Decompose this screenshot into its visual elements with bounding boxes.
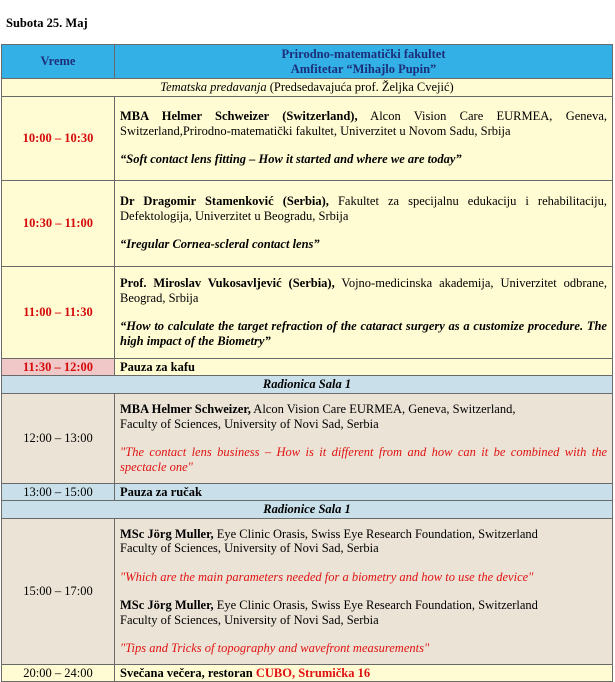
table-header <box>2 45 613 79</box>
coffee-break-row <box>2 358 613 376</box>
workshop-2-details <box>115 518 613 664</box>
lecture-details <box>115 266 613 358</box>
lecture-row <box>2 266 613 358</box>
dinner-label: Svečana večera, restoran <box>120 665 256 680</box>
lecture-topic: “Soft contact lens fitting – How it started and where we are today” <box>120 152 462 167</box>
workshop-2-affiliation-1: Eye Clinic Orasis, Swiss Eye Research Foundation, Switzerland <box>213 526 538 541</box>
lecture-speaker: Dr Dragomir Stamenković (Serbia), <box>120 194 329 209</box>
lunch-break-label: Pauza za ručak <box>115 483 613 501</box>
workshop-row <box>2 518 613 664</box>
workshop-2-speaker: MSc Jörg Muller, <box>120 598 214 612</box>
venue-line-1: Prirodno-matematički fakultet <box>281 47 446 61</box>
lecture-details <box>115 96 613 180</box>
lecture-affiliation: Alcon Vision Care EURMEA, Geneva, Switzerland,Prirodno-matematički fakultet, Univerzitet u Novom Sadu, Srbija <box>120 109 607 138</box>
lecture-time: 10:00 – 10:30 <box>2 96 115 180</box>
workshop-1-details <box>115 393 613 483</box>
workshop-1-speaker: MBA Helmer Schweizer, <box>120 402 251 416</box>
workshop-2-speaker: MSc Jörg Muller, <box>120 526 214 541</box>
workshop-1-topic: "The contact lens business – How is it different from and how can it be combined with the spectacle one" <box>120 445 607 474</box>
coffee-break-time: 11:30 – 12:00 <box>2 358 115 376</box>
lecture-details <box>115 180 613 266</box>
time-column-header: Vreme <box>2 45 115 79</box>
lecture-time: 11:00 – 11:30 <box>2 266 115 358</box>
dinner-venue: CUBO, Strumička 16 <box>255 665 371 680</box>
workshop-title-row <box>2 376 613 394</box>
workshop-row <box>2 393 613 483</box>
workshop-2-title: Radionice Sala 1 <box>2 501 613 519</box>
lecture-time: 10:30 – 11:00 <box>2 180 115 266</box>
workshop-2-time: 15:00 – 17:00 <box>2 518 115 664</box>
section-title-row <box>2 79 613 97</box>
lecture-topic: “Iregular Cornea-scleral contact lens” <box>120 237 320 252</box>
venue-line-2: Amfitetar “Mihajlo Pupin” <box>290 61 437 76</box>
workshop-2-affiliation-2: Faculty of Sciences, University of Novi Sad, Serbia <box>120 541 379 555</box>
lecture-topic: “How to calculate the target refraction of the cataract surgery as a customize procedure. The high impact of the Biometry” <box>120 319 607 348</box>
lecture-speaker: Prof. Miroslav Vukosavljević (Serbia), <box>120 276 335 290</box>
section-title-label: Tematska predavanja <box>160 80 267 94</box>
lecture-affiliation: Vojno-medicinska akademija, Univerzitet odbrane, Beograd, Srbija <box>120 276 607 305</box>
workshop-1-time: 12:00 – 13:00 <box>2 393 115 483</box>
dinner-time: 20:00 – 24:00 <box>2 664 115 682</box>
section-title <box>2 79 613 97</box>
lunch-break-row <box>2 483 613 501</box>
workshop-2-affiliation-2: Faculty of Sciences, University of Novi Sad, Serbia <box>120 612 379 627</box>
workshop-2-affiliation-1: Eye Clinic Orasis, Swiss Eye Research Foundation, Switzerland <box>213 598 538 612</box>
workshop-2-topic: "Tips and Tricks of topography and wavefront measurements" <box>120 641 430 655</box>
lunch-break-time: 13:00 – 15:00 <box>2 483 115 501</box>
workshop-2-topic: "Which are the main parameters needed for a biometry and how to use the device" <box>120 569 534 584</box>
coffee-break-label: Pauza za kafu <box>115 358 613 376</box>
lecture-row <box>2 96 613 180</box>
day-title: Subota 25. Maj <box>6 16 88 30</box>
venue-header <box>115 45 613 79</box>
workshop-1-affiliation-2: Faculty of Sciences, University of Novi Sad, Serbia <box>120 416 379 431</box>
lecture-affiliation: Fakultet za specijalnu edukaciju i rehabilitaciju, Defektologija, Univerzitet u Beogradu, Srbija <box>120 194 608 223</box>
lecture-row <box>2 180 613 266</box>
section-chair: (Predsedavajuća prof. Željka Cvejić) <box>266 80 454 94</box>
lecture-speaker: MBA Helmer Schweizer (Switzerland), <box>120 109 358 124</box>
schedule-table <box>1 44 613 682</box>
workshop-title-row <box>2 501 613 519</box>
workshop-1-affiliation-1: Alcon Vision Care EURMEA, Geneva, Switzerland, <box>250 402 516 416</box>
workshop-1-title: Radionica Sala 1 <box>2 376 613 394</box>
